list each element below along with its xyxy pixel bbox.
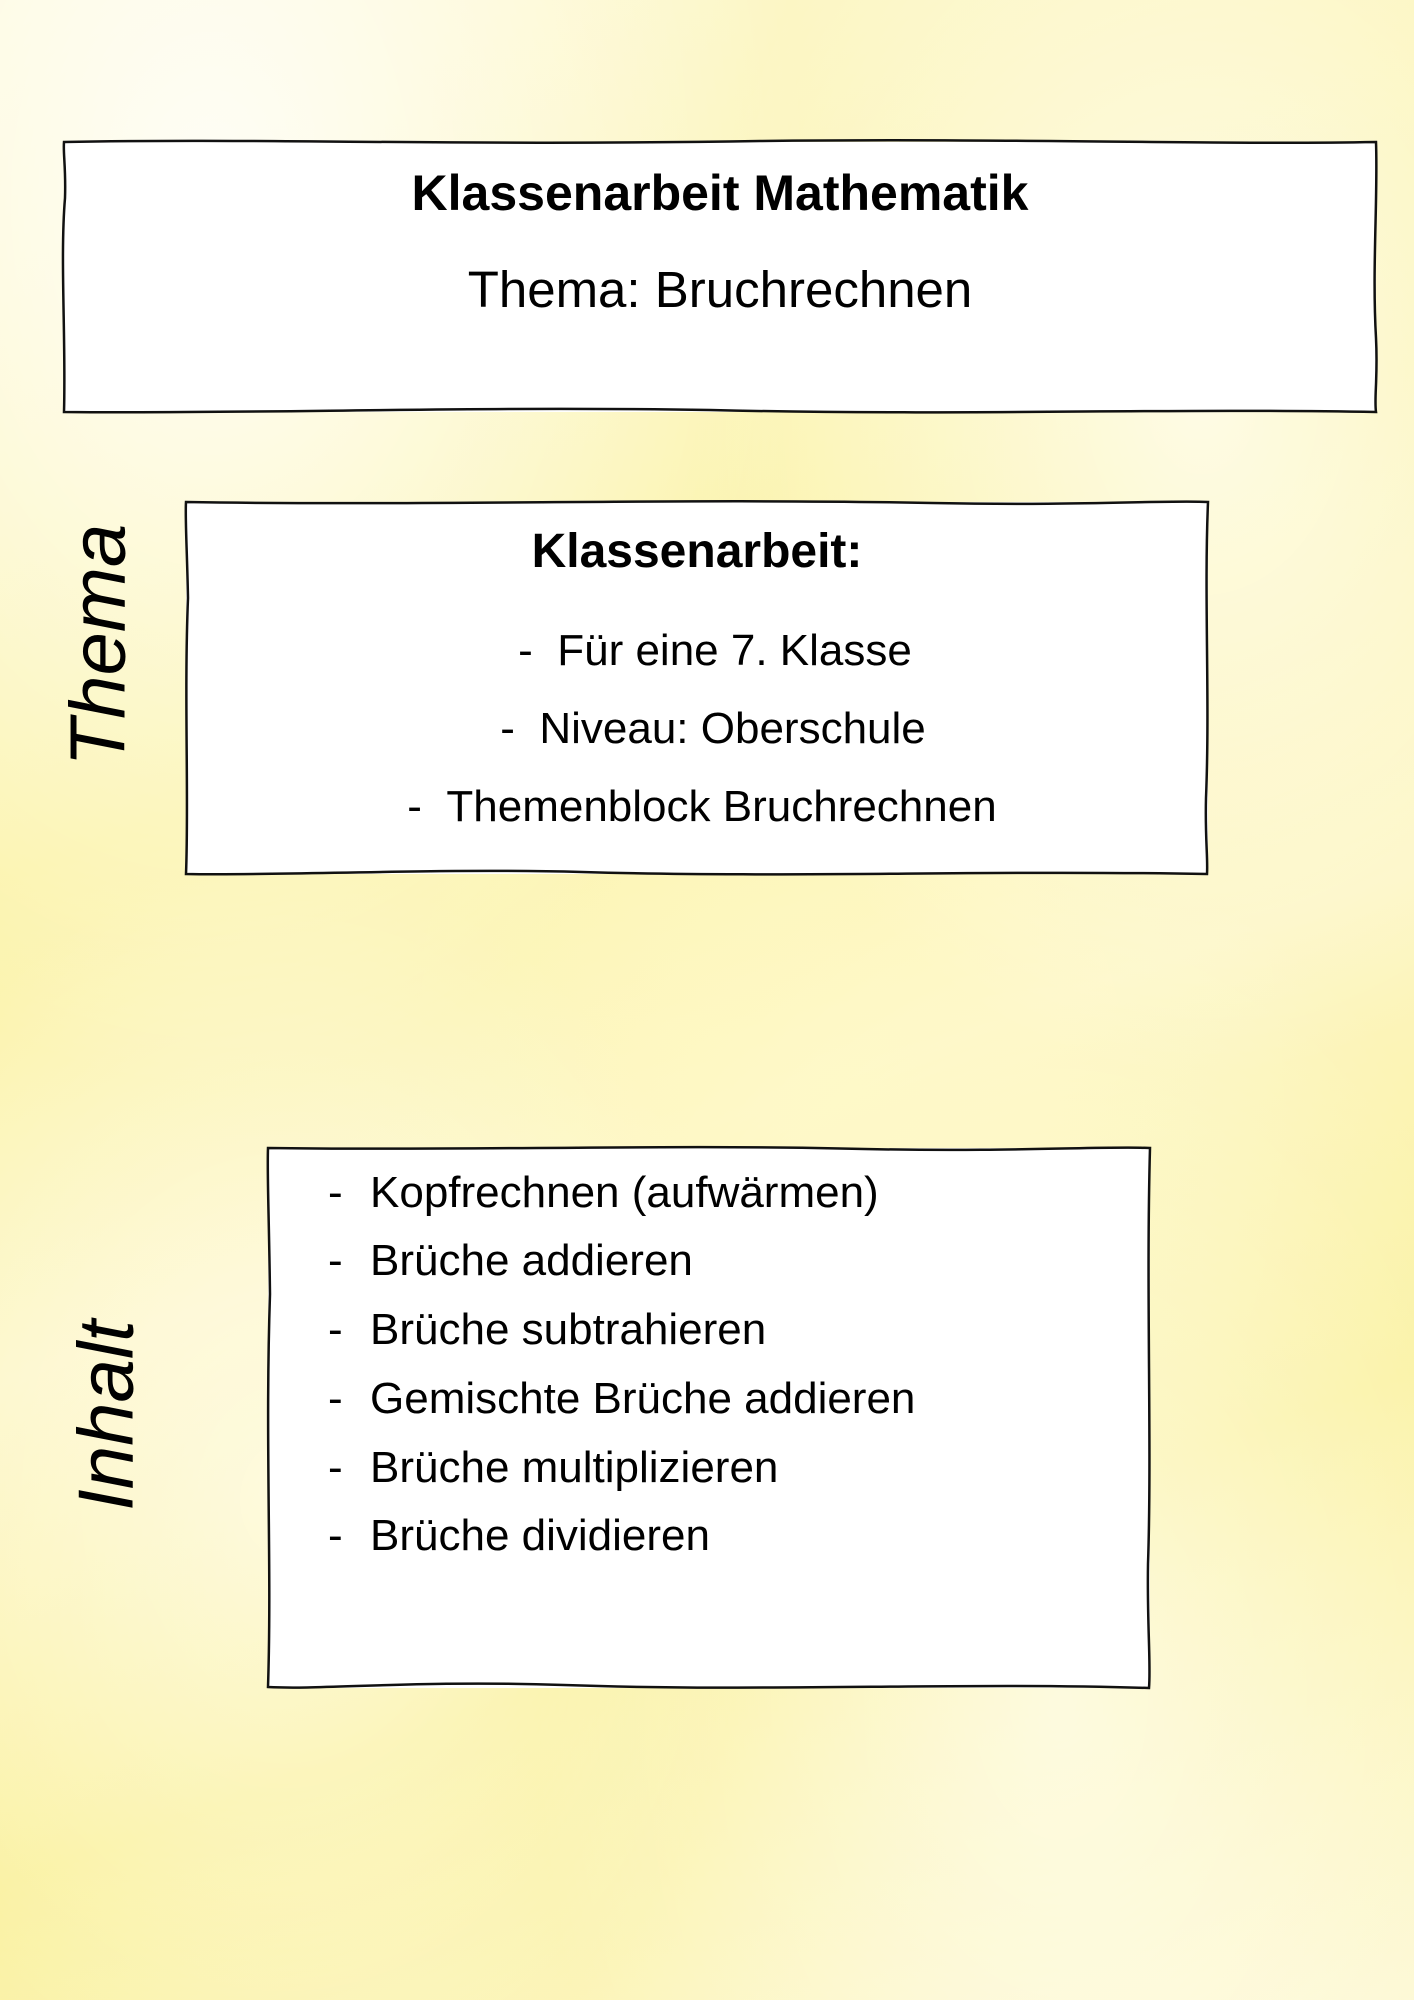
bullet-dash: - xyxy=(407,782,422,831)
list-item xyxy=(186,704,1208,754)
bullet-dash: - xyxy=(500,704,515,753)
side-label-thema: Thema xyxy=(53,523,142,767)
bullet-dash: - xyxy=(328,1443,343,1492)
bullet-dash: - xyxy=(328,1168,343,1217)
list-item xyxy=(186,782,1208,832)
list-item xyxy=(328,1374,915,1424)
list-item xyxy=(328,1168,879,1218)
bullet-dash: - xyxy=(328,1305,343,1354)
inhalt-item-label: Brüche dividieren xyxy=(370,1511,710,1560)
thema-heading: Klassenarbeit: xyxy=(531,525,863,578)
document-title: Klassenarbeit Mathematik xyxy=(411,165,1029,221)
bullet-dash: - xyxy=(328,1511,343,1560)
thema-item-label: Für eine 7. Klasse xyxy=(557,626,912,675)
document-subtitle: Thema: Bruchrechnen xyxy=(467,261,973,318)
list-item xyxy=(328,1511,710,1561)
bullet-dash: - xyxy=(328,1374,343,1423)
list-item xyxy=(328,1236,693,1286)
inhalt-item-label: Brüche subtrahieren xyxy=(370,1305,767,1354)
inhalt-item-label: Gemischte Brüche addieren xyxy=(370,1374,916,1423)
list-item xyxy=(328,1443,778,1493)
inhalt-box xyxy=(268,1148,1150,1688)
inhalt-item-label: Brüche multiplizieren xyxy=(370,1443,779,1492)
list-item xyxy=(328,1305,766,1355)
side-label-inhalt: Inhalt xyxy=(61,1320,150,1511)
thema-item-label: Niveau: Oberschule xyxy=(539,704,926,753)
bullet-dash: - xyxy=(518,626,533,675)
header-box xyxy=(64,142,1376,412)
thema-item-label: Themenblock Bruchrechnen xyxy=(446,782,997,831)
thema-box xyxy=(186,502,1208,874)
list-item xyxy=(186,626,1208,676)
inhalt-item-label: Brüche addieren xyxy=(370,1236,693,1285)
bullet-dash: - xyxy=(328,1236,343,1285)
inhalt-item-label: Kopfrechnen (aufwärmen) xyxy=(370,1168,879,1217)
